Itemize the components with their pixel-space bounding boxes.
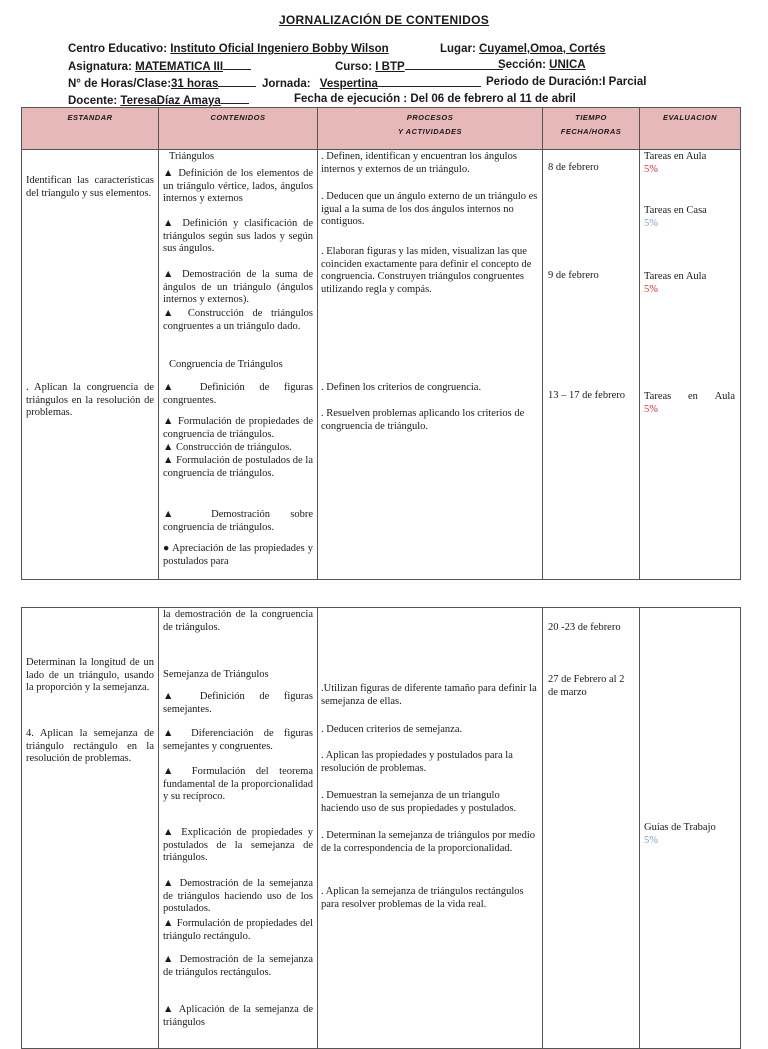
evaluacion-cell <box>640 608 741 1049</box>
col-tiempo: TIEMPO FECHA/HORAS <box>543 108 640 150</box>
curso-value: I BTP <box>375 61 405 73</box>
content-heading: Semejanza de Triángulos <box>163 669 269 680</box>
content-item: ▲ Aplicación de la semejanza de triángulos <box>163 1004 313 1028</box>
tiempo-cell <box>543 608 640 1049</box>
estandar-text: Determinan la longitud de un lado de un triángulo, usando la proporción y la semejanza. <box>26 657 154 693</box>
asignatura-value: MATEMATICA III <box>135 61 224 73</box>
jornada-label: Jornada: <box>262 78 311 90</box>
tiempo-item: 13 – 17 de febrero <box>548 390 625 401</box>
jornada-line <box>262 75 481 91</box>
process-item: .Utilizan figuras de diferente tamaño para definir la semejanza de ellas. <box>321 683 537 707</box>
contenidos-cell <box>159 150 318 580</box>
tiempo-item: 20 -23 de febrero <box>548 622 621 633</box>
docente-value: TeresaDíaz Amaya <box>120 95 221 107</box>
content-item: ▲ Definición de figuras semejantes. <box>163 691 313 715</box>
seccion-label: Sección: <box>498 59 546 71</box>
process-item: . Aplican la semejanza de triángulos rectángulos para resolver problemas de la vida real. <box>321 886 524 910</box>
table-header-row <box>22 108 741 150</box>
col-evaluacion: EVALUACION <box>640 108 741 150</box>
header-line-3 <box>68 75 256 91</box>
seccion-line <box>498 58 586 72</box>
lugar-line <box>440 42 606 56</box>
content-item: ▲ Demostración de la suma de ángulos de un triángulo (ángulos internos y externos). <box>163 269 313 305</box>
col-estandar: ESTANDAR <box>22 108 159 150</box>
estandar-text: Identifican las características del triangulo y sus elementos. <box>26 175 154 199</box>
header-line-4 <box>68 92 249 108</box>
content-item: ● Apreciación de las propiedades y postulados para <box>163 543 313 567</box>
content-item: ▲ Formulación de propiedades del triángulo rectángulo. <box>163 918 313 942</box>
content-item: ▲ Demostración de la semejanza de triángulos rectángulos. <box>163 954 313 978</box>
tiempo-item: 8 de febrero <box>548 162 599 173</box>
header-line-2 <box>68 58 251 74</box>
content-item: la demostración de la congruencia de triángulos. <box>163 609 313 633</box>
centro-label: Centro Educativo: <box>68 43 168 55</box>
centro-value: Instituto Oficial Ingeniero Bobby Wilson <box>170 43 389 55</box>
content-item: ▲ Definición de los elementos de un triángulo vértice, lados, ángulos internos y externos <box>163 168 313 204</box>
process-item: . Resuelven problemas aplicando los criterios de congruencia de triángulo. <box>321 408 525 432</box>
horas-label: N° de Horas/Clase: <box>68 78 172 90</box>
col-procesos: PROCESOS Y ACTIVIDADES <box>318 108 543 150</box>
estandar-text: 4. Aplican la semejanza de triángulo rectángulo en la resolución de problemas. <box>26 728 154 764</box>
periodo-value: I Parcial <box>602 76 647 88</box>
content-item: ▲ Formulación de postulados de la congruencia de triángulos. <box>163 455 313 479</box>
process-item: . Definen los criterios de congruencia. <box>321 382 482 393</box>
tiempo-item: 27 de Febrero al 2 de marzo <box>548 674 625 698</box>
procesos-cell <box>318 150 543 580</box>
procesos-cell <box>318 608 543 1049</box>
eval-item: Guías de Trabajo 5% <box>644 822 716 846</box>
process-item: . Aplican las propiedades y postulados para la resolución de problemas. <box>321 750 513 774</box>
process-item: . Deducen criterios de semejanza. <box>321 724 463 735</box>
periodo-label: Periodo de Duración: <box>486 76 603 88</box>
eval-item: Tareas en Aula 5% <box>644 271 707 295</box>
content-item: ▲ Diferenciación de figuras semejantes y congruentes. <box>163 728 313 752</box>
eval-item: Tareas en Casa 5% <box>644 205 707 229</box>
seccion-value: UNICA <box>549 59 586 71</box>
lugar-value: Cuyamel,Omoa, Cortés <box>478 43 606 55</box>
curso-line <box>335 58 503 74</box>
jornada-value: Vespertina <box>319 78 378 90</box>
process-item: . Elaboran figuras y las miden, visualizan las que coinciden exactamente para definir el concepto de congruencia. Construyen triángulos congruentes utilizando regla y compás. <box>321 246 532 295</box>
eval-item: Tareas en Aula 5% <box>644 391 735 415</box>
docente-label: Docente: <box>68 95 118 107</box>
content-item: ▲ Demostración de la semejanza de triángulos haciendo uso de los postulados. <box>163 878 313 914</box>
asignatura-label: Asignatura: <box>68 61 132 73</box>
process-item: . Definen, identifican y encuentran los ángulos internos y externos de un triángulo. <box>321 151 517 175</box>
periodo-line <box>486 75 646 89</box>
page-title: JORNALIZACIÓN DE CONTENIDOS <box>278 13 490 27</box>
content-item: ▲ Explicación de propiedades y postulados de la semejanza de triángulos. <box>163 827 313 863</box>
tiempo-cell <box>543 150 640 580</box>
content-item: ▲ Demostración sobre congruencia de triángulos. <box>163 509 313 533</box>
estandar-cell <box>22 150 159 580</box>
header-line-1 <box>68 42 389 56</box>
content-item: ▲ Construcción de triángulos. <box>163 442 292 453</box>
process-item: . Deducen que un ángulo externo de un triángulo es igual a la suma de los dos ángulos internos no contiguos. <box>321 191 538 227</box>
table-row <box>22 608 741 1049</box>
table-row <box>22 150 741 580</box>
fecha-ejecucion: Fecha de ejecución : Del 06 de febrero al 11 de abril <box>294 93 576 105</box>
plan-table-2 <box>21 607 741 1049</box>
content-item: ▲ Formulación de propiedades de congruencia de triángulos. <box>163 416 313 440</box>
curso-label: Curso: <box>335 61 373 73</box>
lugar-label: Lugar: <box>440 43 476 55</box>
process-item: . Demuestran la semejanza de un triangulo haciendo uso de sus propiedades y postulados. <box>321 790 517 814</box>
content-item: ▲ Definición y clasificación de triángulos según sus lados y según sus ángulos. <box>163 218 313 254</box>
tiempo-item: 9 de febrero <box>548 270 599 281</box>
content-item: ▲ Formulación del teorema fundamental de la proporcionalidad y su recíproco. <box>163 766 313 802</box>
evaluacion-cell <box>640 150 741 580</box>
estandar-cell <box>22 608 159 1049</box>
estandar-text: . Aplican la congruencia de triángulos en la resolución de problemas. <box>26 382 154 418</box>
horas-value: 31 horas <box>171 78 219 90</box>
content-item: ▲ Definición de figuras congruentes. <box>163 382 313 406</box>
contenidos-cell <box>159 608 318 1049</box>
process-item: . Determinan la semejanza de triángulos por medio de la correspondencia de la proporcionalidad. <box>321 830 536 854</box>
col-contenidos: CONTENIDOS <box>159 108 318 150</box>
content-heading: Triángulos <box>169 151 215 162</box>
plan-table-1 <box>21 107 741 580</box>
content-heading: Congruencia de Triángulos <box>169 359 283 370</box>
eval-item: Tareas en Aula 5% <box>644 151 707 175</box>
content-item: ▲ Construcción de triángulos congruentes a un triángulo dado. <box>163 308 313 332</box>
